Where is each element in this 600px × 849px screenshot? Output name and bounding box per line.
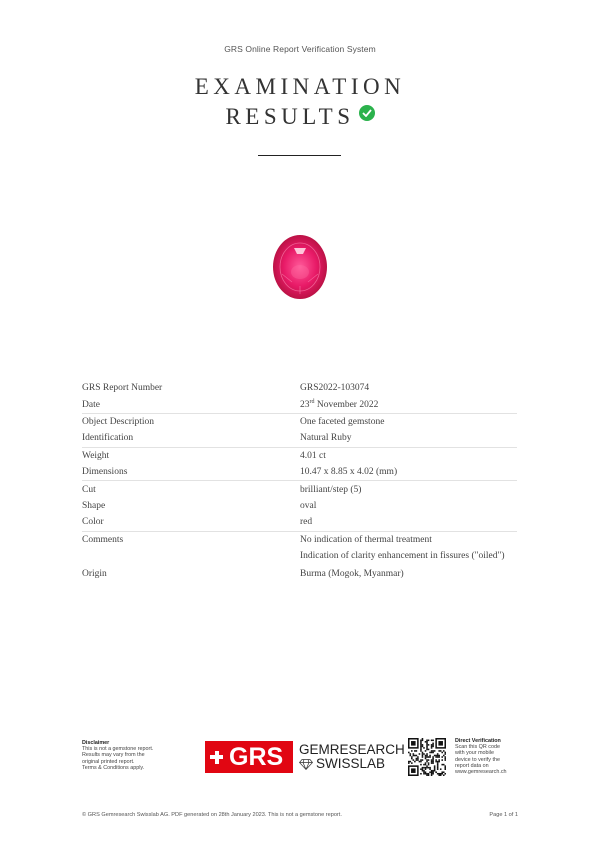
- qr-code[interactable]: [408, 738, 446, 781]
- results-table: [82, 380, 517, 583]
- direct-verification: [455, 738, 535, 775]
- date-day: 23: [300, 399, 310, 410]
- logo-line1: GEMRESEARCH: [299, 742, 405, 757]
- row-label: Weight: [82, 450, 110, 461]
- group-comments: [82, 532, 517, 583]
- diamond-icon: [299, 759, 313, 770]
- headline-line2-text: RESULTS: [225, 104, 355, 129]
- row-label: GRS Report Number: [82, 383, 163, 394]
- direct-verification-line: device to verify the: [455, 756, 500, 763]
- row-value: brilliant/step (5): [300, 484, 362, 495]
- row-value: One faceted gemstone: [300, 416, 385, 427]
- group-appearance: [82, 481, 517, 531]
- row-value: red: [300, 517, 313, 528]
- row-label: Cut: [82, 484, 96, 495]
- row-value: 10.47 x 8.85 x 4.02 (mm): [300, 467, 398, 478]
- table-row: [82, 396, 517, 412]
- disclaimer-line: original printed report.: [82, 758, 135, 765]
- direct-verification-title: Direct Verification: [455, 738, 501, 744]
- disclaimer: [82, 740, 182, 771]
- row-label: Date: [82, 399, 100, 410]
- row-value: No indication of thermal treatment: [300, 534, 432, 545]
- group-object: [82, 414, 517, 448]
- row-label: Comments: [82, 534, 124, 545]
- table-row: [82, 566, 517, 582]
- direct-verification-link[interactable]: www.gemresearch.ch: [455, 769, 507, 776]
- row-value: 4.01 ct: [300, 450, 326, 461]
- table-row: [82, 498, 517, 514]
- grs-logo: [205, 741, 405, 773]
- date-rest: November 2022: [314, 399, 379, 410]
- ruby-gem-image: [272, 234, 328, 305]
- row-value: oval: [300, 500, 317, 511]
- disclaimer-title: Disclaimer: [82, 740, 110, 746]
- direct-verification-line: Scan this QR code: [455, 744, 500, 751]
- disclaimer-line: Terms & Conditions apply.: [82, 764, 145, 771]
- group-measurements: [82, 448, 517, 482]
- logo-line2: SWISSLAB: [316, 756, 386, 771]
- headline-line1: EXAMINATION: [194, 74, 406, 99]
- date-suffix: rd: [309, 398, 315, 405]
- row-label: Shape: [82, 500, 106, 511]
- row-value: Indication of clarity enhancement in fissures ("oiled"): [300, 551, 505, 562]
- system-title: GRS Online Report Verification System: [224, 44, 376, 54]
- row-value: Burma (Mogok, Myanmar): [300, 569, 404, 580]
- row-value-date: [300, 400, 517, 410]
- table-row: [82, 414, 517, 430]
- page-number: Page 1 of 1: [489, 812, 518, 818]
- table-row: [82, 548, 517, 564]
- row-value: Natural Ruby: [300, 433, 352, 444]
- logo-line2-wrap: [299, 757, 405, 771]
- table-row: [82, 514, 517, 530]
- row-label: Origin: [82, 569, 107, 580]
- headline-line2: [0, 104, 600, 130]
- direct-verification-line: with your mobile: [455, 750, 494, 757]
- group-report: [82, 380, 517, 414]
- row-value: GRS2022-103074: [300, 383, 370, 394]
- direct-verification-line: report data on: [455, 762, 489, 769]
- grs-logo-mark: [205, 741, 293, 773]
- disclaimer-line: This is not a gemstone report.: [82, 746, 154, 753]
- grs-logo-wordmark: [299, 743, 405, 771]
- disclaimer-line: Results may vary from the: [82, 752, 145, 759]
- table-row: [82, 430, 517, 446]
- grs-logo-text: GRS: [229, 742, 284, 771]
- divider: [258, 155, 341, 156]
- footer-copyright: © GRS Gemresearch Swisslab AG. PDF generated on 28th January 2023. This is not a gemstone report.: [82, 812, 342, 818]
- check-circle-icon: [359, 105, 375, 121]
- table-row: [82, 532, 517, 548]
- table-row: [82, 464, 517, 480]
- swiss-cross-icon: [210, 751, 223, 764]
- table-row: [82, 448, 517, 464]
- footer: [82, 812, 518, 818]
- row-label: Identification: [82, 433, 134, 444]
- row-label: Dimensions: [82, 467, 128, 478]
- row-label: Object Description: [82, 416, 155, 427]
- table-row: [82, 481, 517, 497]
- row-label: Color: [82, 517, 104, 528]
- table-row: [82, 380, 517, 396]
